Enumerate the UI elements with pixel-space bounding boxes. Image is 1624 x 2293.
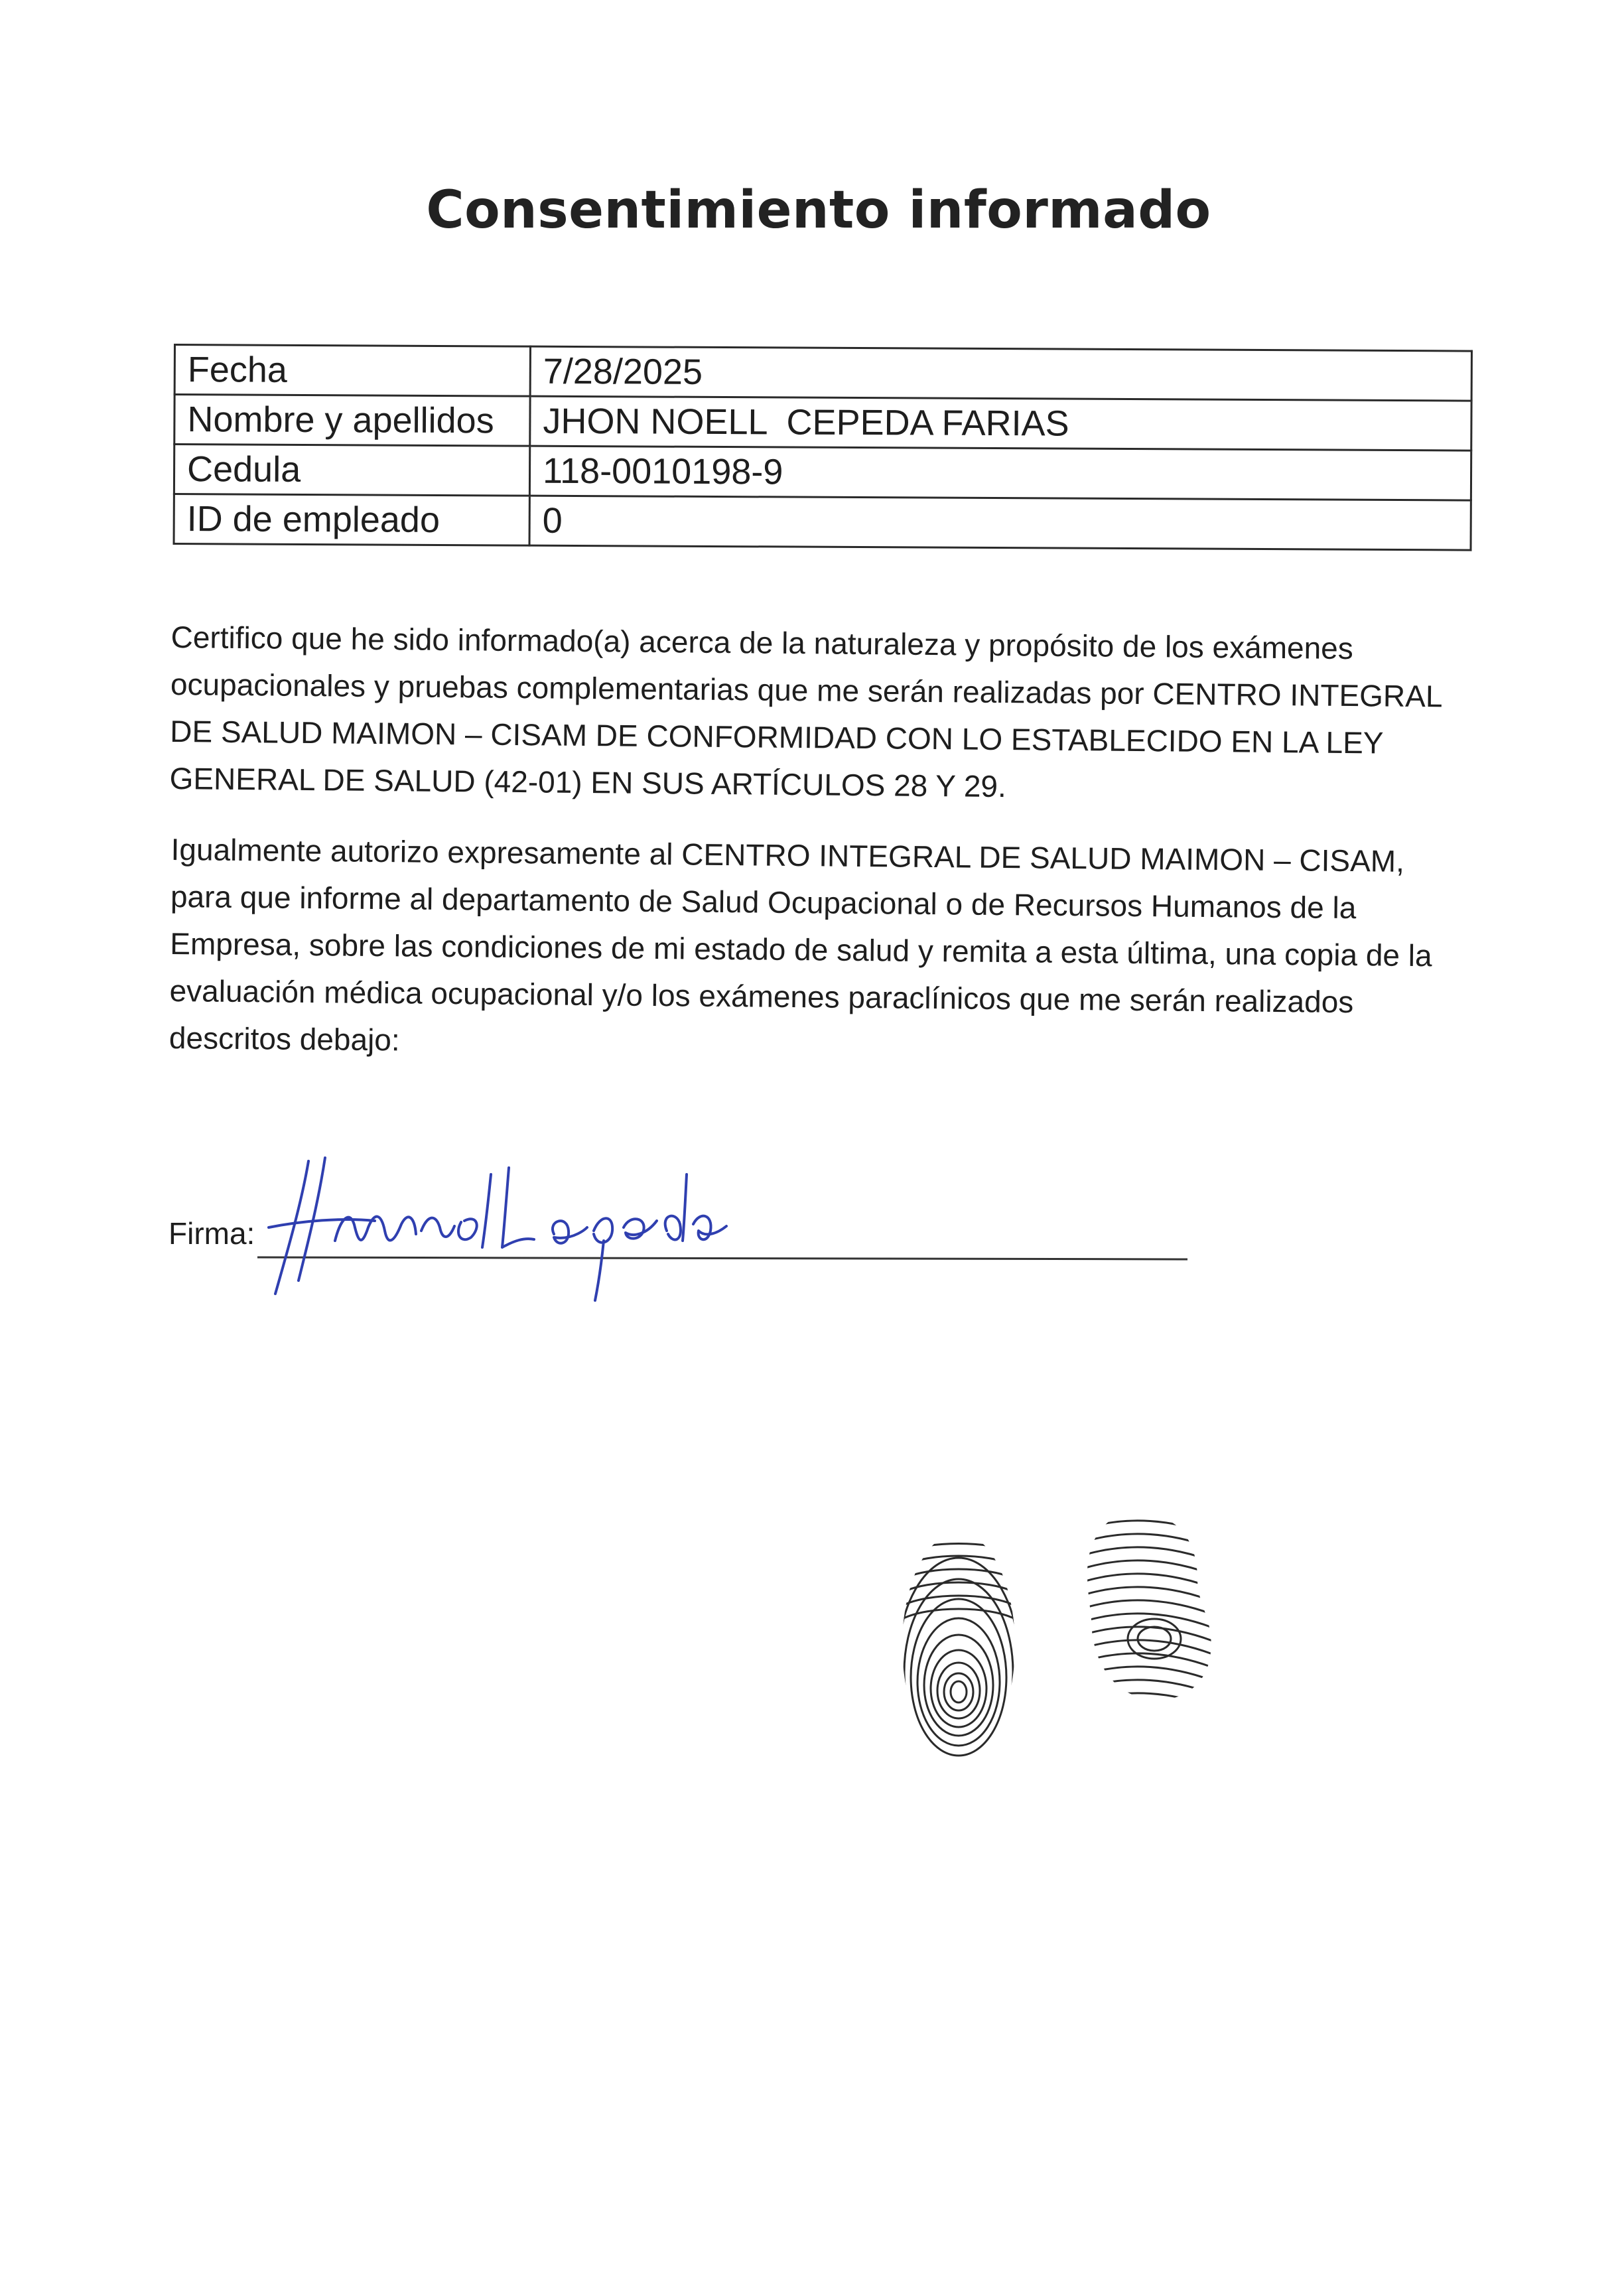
field-label-fecha: Fecha bbox=[174, 345, 530, 397]
consent-paragraph-1: Certifico que he sido informado(a) acerca de la naturaleza y propósito de los exámenes ocupacionales y pruebas complementarias que me serán realizadas por CENTRO INTEGRAL DE SALUD MAIMON – CISAM DE CONFORMIDAD CON LO ESTABLECIDO EN LA LEY GENERAL DE SALUD (42-01) EN SUS ARTÍCULOS 28 Y 29. bbox=[169, 619, 1442, 804]
fingerprint-icon bbox=[1071, 1506, 1224, 1712]
field-label-id-empleado: ID de empleado bbox=[174, 494, 529, 546]
handwritten-signature-icon bbox=[262, 1148, 779, 1307]
table-row bbox=[174, 445, 1471, 501]
signature-label: Firma: bbox=[169, 1216, 255, 1251]
page-title: Consentimiento informado bbox=[426, 180, 1211, 240]
table-row bbox=[174, 395, 1471, 451]
field-value-nombre: JHON NOELL CEPEDA FARIAS bbox=[530, 396, 1471, 451]
field-value-cedula: 118-0010198-9 bbox=[529, 446, 1471, 500]
consent-paragraph-2: Igualmente autorizo expresamente al CENTRO INTEGRAL DE SALUD MAIMON – CISAM, para que informe al departamento de Salud Ocupacional o de Recursos Humanos de la Empresa, sobre las condiciones de mi estado de salud y remita a esta última, una copia de la evaluación médica ocupacional y/o los exámenes paraclínicos que me serán realizados descritos debajo: bbox=[169, 831, 1432, 1058]
table-row bbox=[174, 345, 1471, 401]
field-label-cedula: Cedula bbox=[174, 445, 529, 496]
field-value-fecha: 7/28/2025 bbox=[530, 346, 1471, 401]
patient-info-table bbox=[173, 344, 1473, 551]
fingerprint-icon bbox=[896, 1526, 1022, 1765]
field-label-nombre: Nombre y apellidos bbox=[174, 395, 530, 447]
field-value-id-empleado: 0 bbox=[529, 496, 1471, 550]
table-row bbox=[174, 494, 1471, 551]
